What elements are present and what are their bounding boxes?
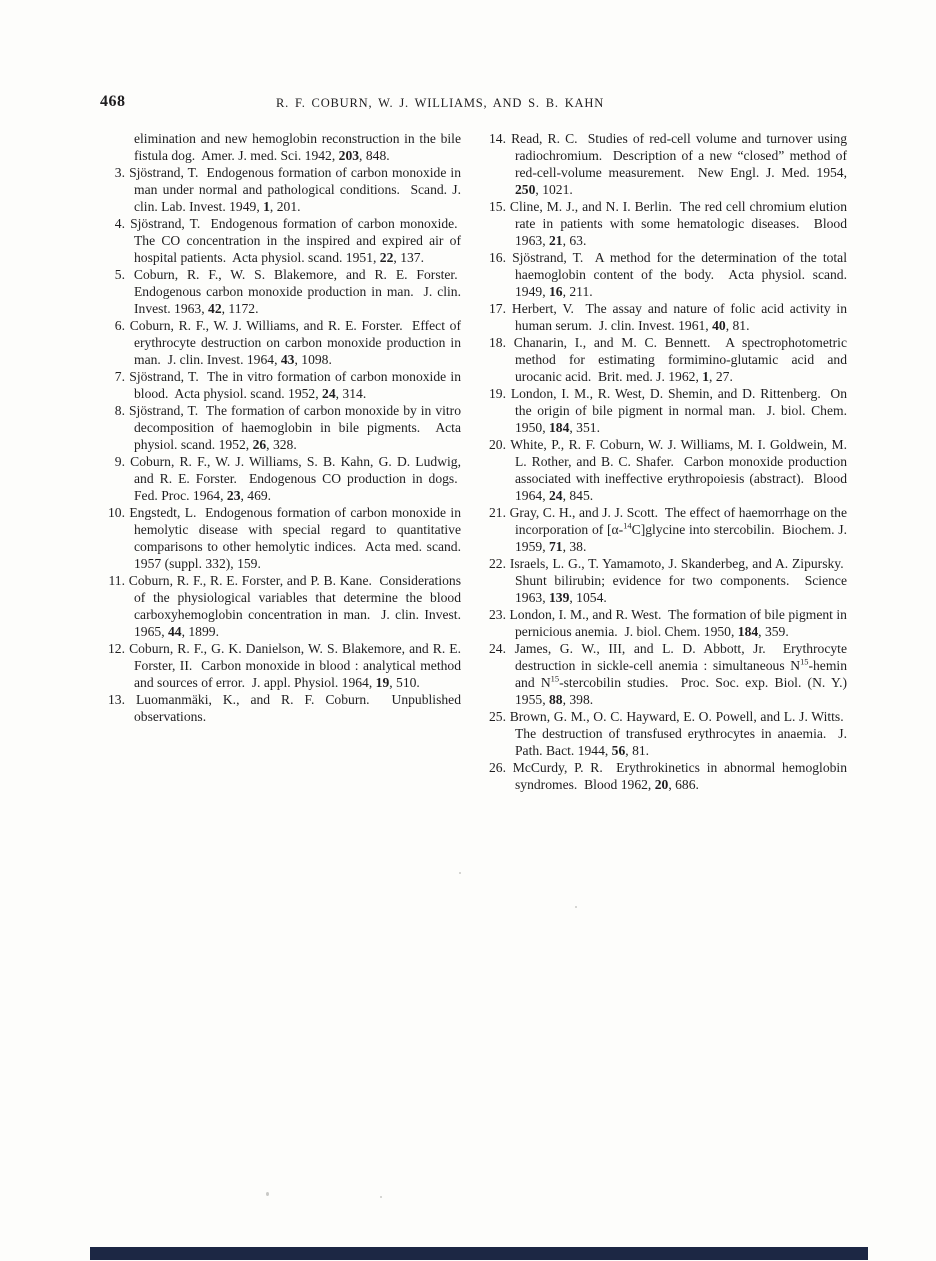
- reference-number: 15.: [489, 199, 506, 214]
- reference-text: McCurdy, P. R. Erythrokinetics in abnormal hemoglobin syndromes. Blood 1962, 20, 686.: [512, 760, 848, 792]
- reference-text: Sjöstrand, T. A method for the determination of the total haemoglobin content of the body. Acta physiol. scand. 1949, 16, 211.: [512, 250, 847, 299]
- reference-entry: [481, 436, 847, 504]
- reference-number: 18.: [489, 335, 506, 350]
- reference-number: 9.: [114, 454, 125, 469]
- reference-entry: [100, 317, 461, 368]
- reference-entry: [481, 334, 847, 385]
- reference-entry: [100, 504, 461, 572]
- reference-number: 5.: [114, 267, 125, 282]
- reference-text: elimination and new hemoglobin reconstruction in the bile fistula dog. Amer. J. med. Sci. 1942, 203, 848.: [134, 131, 461, 163]
- reference-number: 24.: [489, 641, 506, 656]
- references-column-right: [481, 130, 847, 793]
- reference-entry: [100, 402, 461, 453]
- reference-number: 26.: [489, 760, 506, 775]
- reference-text: London, I. M., and R. West. The formation of bile pigment in pernicious anemia. J. biol. Chem. 1950, 184, 359.: [509, 607, 847, 639]
- reference-number: 13.: [108, 692, 125, 707]
- scan-artifact-bar: [90, 1247, 868, 1260]
- reference-entry: [481, 385, 847, 436]
- reference-text: Sjöstrand, T. The in vitro formation of carbon monoxide in blood. Acta physiol. scand. 1952, 24, 314.: [129, 369, 461, 401]
- reference-entry: [100, 453, 461, 504]
- reference-number: 7.: [114, 369, 125, 384]
- reference-entry: [100, 215, 461, 266]
- reference-text: Coburn, R. F., R. E. Forster, and P. B. Kane. Considerations of the physiological variables that determine the blood carboxyhemoglobin concentration in man. J. clin. Invest. 1965, 44, 1899.: [128, 573, 461, 639]
- reference-entry: [100, 164, 461, 215]
- reference-entry: [481, 130, 847, 198]
- reference-text: Gray, C. H., and J. J. Scott. The effect of haemorrhage on the incorporation of [α-$^{14}$C]glycine into stercobilin. Biochem. J. 1959, 71, 38.: [509, 505, 847, 554]
- reference-number: 25.: [489, 709, 506, 724]
- reference-entry: [481, 504, 847, 555]
- reference-number: 22.: [489, 556, 506, 571]
- page-header: [0, 93, 936, 115]
- scan-speck: [459, 872, 461, 874]
- reference-entry: [481, 640, 847, 708]
- reference-entry: [481, 759, 847, 793]
- reference-number: 8.: [114, 403, 125, 418]
- reference-text: Luomanmäki, K., and R. F. Coburn. Unpublished observations.: [134, 692, 461, 724]
- scan-speck: [380, 1196, 382, 1198]
- reference-number: 21.: [489, 505, 506, 520]
- reference-continuation: [100, 130, 461, 164]
- reference-number: 3.: [114, 165, 125, 180]
- reference-text: Israels, L. G., T. Yamamoto, J. Skanderbeg, and A. Zipursky. Shunt bilirubin; evidence for two components. Science 1963, 139, 1054.: [509, 556, 847, 605]
- reference-number: 6.: [114, 318, 125, 333]
- reference-text: London, I. M., R. West, D. Shemin, and D. Rittenberg. On the origin of bile pigment in normal man. J. biol. Chem. 1950, 184, 351.: [510, 386, 847, 435]
- reference-text: Cline, M. J., and N. I. Berlin. The red cell chromium elution rate in patients with some hematologic diseases. Blood 1963, 21, 63.: [509, 199, 847, 248]
- reference-entry: [100, 640, 461, 691]
- scan-speck: [266, 1192, 269, 1196]
- reference-text: Coburn, R. F., W. J. Williams, and R. E. Forster. Effect of erythrocyte destruction on carbon monoxide production in man. J. clin. Invest. 1964, 43, 1098.: [129, 318, 462, 367]
- reference-entry: [100, 572, 461, 640]
- reference-text: Sjöstrand, T. Endogenous formation of carbon monoxide. The CO concentration in the inspired and expired air of hospital patients. Acta physiol. scand. 1951, 22, 137.: [130, 216, 461, 265]
- page-number: 468: [100, 93, 126, 110]
- reference-text: James, G. W., III, and L. D. Abbott, Jr. Erythrocyte destruction in sickle-cell anemia : simultaneous $N^{15}$-hemin and $N^{15}$-stercobilin studies. Proc. Soc. exp. Biol. (N. Y.) 1955, 88, 398.: [514, 641, 847, 707]
- reference-text: Herbert, V. The assay and nature of folic acid activity in human serum. J. clin. Invest. 1961, 40, 81.: [511, 301, 847, 333]
- reference-number: 19.: [489, 386, 506, 401]
- reference-entry: [481, 249, 847, 300]
- reference-number: 4.: [114, 216, 125, 231]
- reference-entry: [100, 691, 461, 725]
- reference-entry: [100, 266, 461, 317]
- reference-number: 14.: [489, 131, 506, 146]
- reference-text: Read, R. C. Studies of red-cell volume and turnover using radiochromium. Description of a new “closed” method of red-cell-volume measurement. New Engl. J. Med. 1954, 250, 1021.: [511, 131, 847, 197]
- reference-number: 12.: [108, 641, 125, 656]
- reference-text: Coburn, R. F., W. S. Blakemore, and R. E. Forster. Endogenous carbon monoxide production in man. J. clin. Invest. 1963, 42, 1172.: [133, 267, 461, 316]
- reference-number: 17.: [489, 301, 506, 316]
- reference-entry: [481, 606, 847, 640]
- reference-text: Sjöstrand, T. Endogenous formation of carbon monoxide in man under normal and pathological conditions. Scand. J. clin. Lab. Invest. 1949, 1, 201.: [129, 165, 462, 214]
- reference-text: Chanarin, I., and M. C. Bennett. A spectrophotometric method for estimating formimino-glutamic acid and urocanic acid. Brit. med. J. 1962, 1, 27.: [513, 335, 847, 384]
- reference-entry: [481, 708, 847, 759]
- references-column-left: [100, 130, 461, 725]
- reference-text: White, P., R. F. Coburn, W. J. Williams, M. I. Goldwein, M. L. Rother, and B. C. Shafer. Carbon monoxide production associated with ineffective erythropoiesis (abstract). Blood 1964, 24, 845.: [510, 437, 847, 503]
- reference-number: 16.: [489, 250, 506, 265]
- reference-text: Coburn, R. F., G. K. Danielson, W. S. Blakemore, and R. E. Forster, II. Carbon monoxide in blood : analytical method and sources of error. J. appl. Physiol. 1964, 19, 510.: [129, 641, 461, 690]
- reference-entry: [481, 555, 847, 606]
- reference-text: Engstedt, L. Endogenous formation of carbon monoxide in hemolytic disease with special regard to quantitative comparisons to other hemolytic indices. Acta med. scand. 1957 (suppl. 332), 159.: [129, 505, 462, 571]
- reference-number: 10.: [108, 505, 125, 520]
- reference-number: 23.: [489, 607, 506, 622]
- reference-text: Coburn, R. F., W. J. Williams, S. B. Kahn, G. D. Ludwig, and R. E. Forster. Endogenous CO production in dogs. Fed. Proc. 1964, 23, 469.: [130, 454, 461, 503]
- reference-entry: [100, 368, 461, 402]
- reference-text: Sjöstrand, T. The formation of carbon monoxide by in vitro decomposition of haemoglobin in bile pigments. Acta physiol. scand. 1952, 26, 328.: [128, 403, 461, 452]
- reference-entry: [481, 198, 847, 249]
- scan-speck: [575, 906, 577, 908]
- reference-number: 20.: [489, 437, 506, 452]
- running-head: R. F. COBURN, W. J. WILLIAMS, AND S. B. KAHN: [275, 96, 605, 110]
- reference-number: 11.: [108, 573, 125, 588]
- reference-text: Brown, G. M., O. C. Hayward, E. O. Powell, and L. J. Witts. The destruction of transfused erythrocytes in anaemia. J. Path. Bact. 1944, 56, 81.: [509, 709, 847, 758]
- reference-entry: [481, 300, 847, 334]
